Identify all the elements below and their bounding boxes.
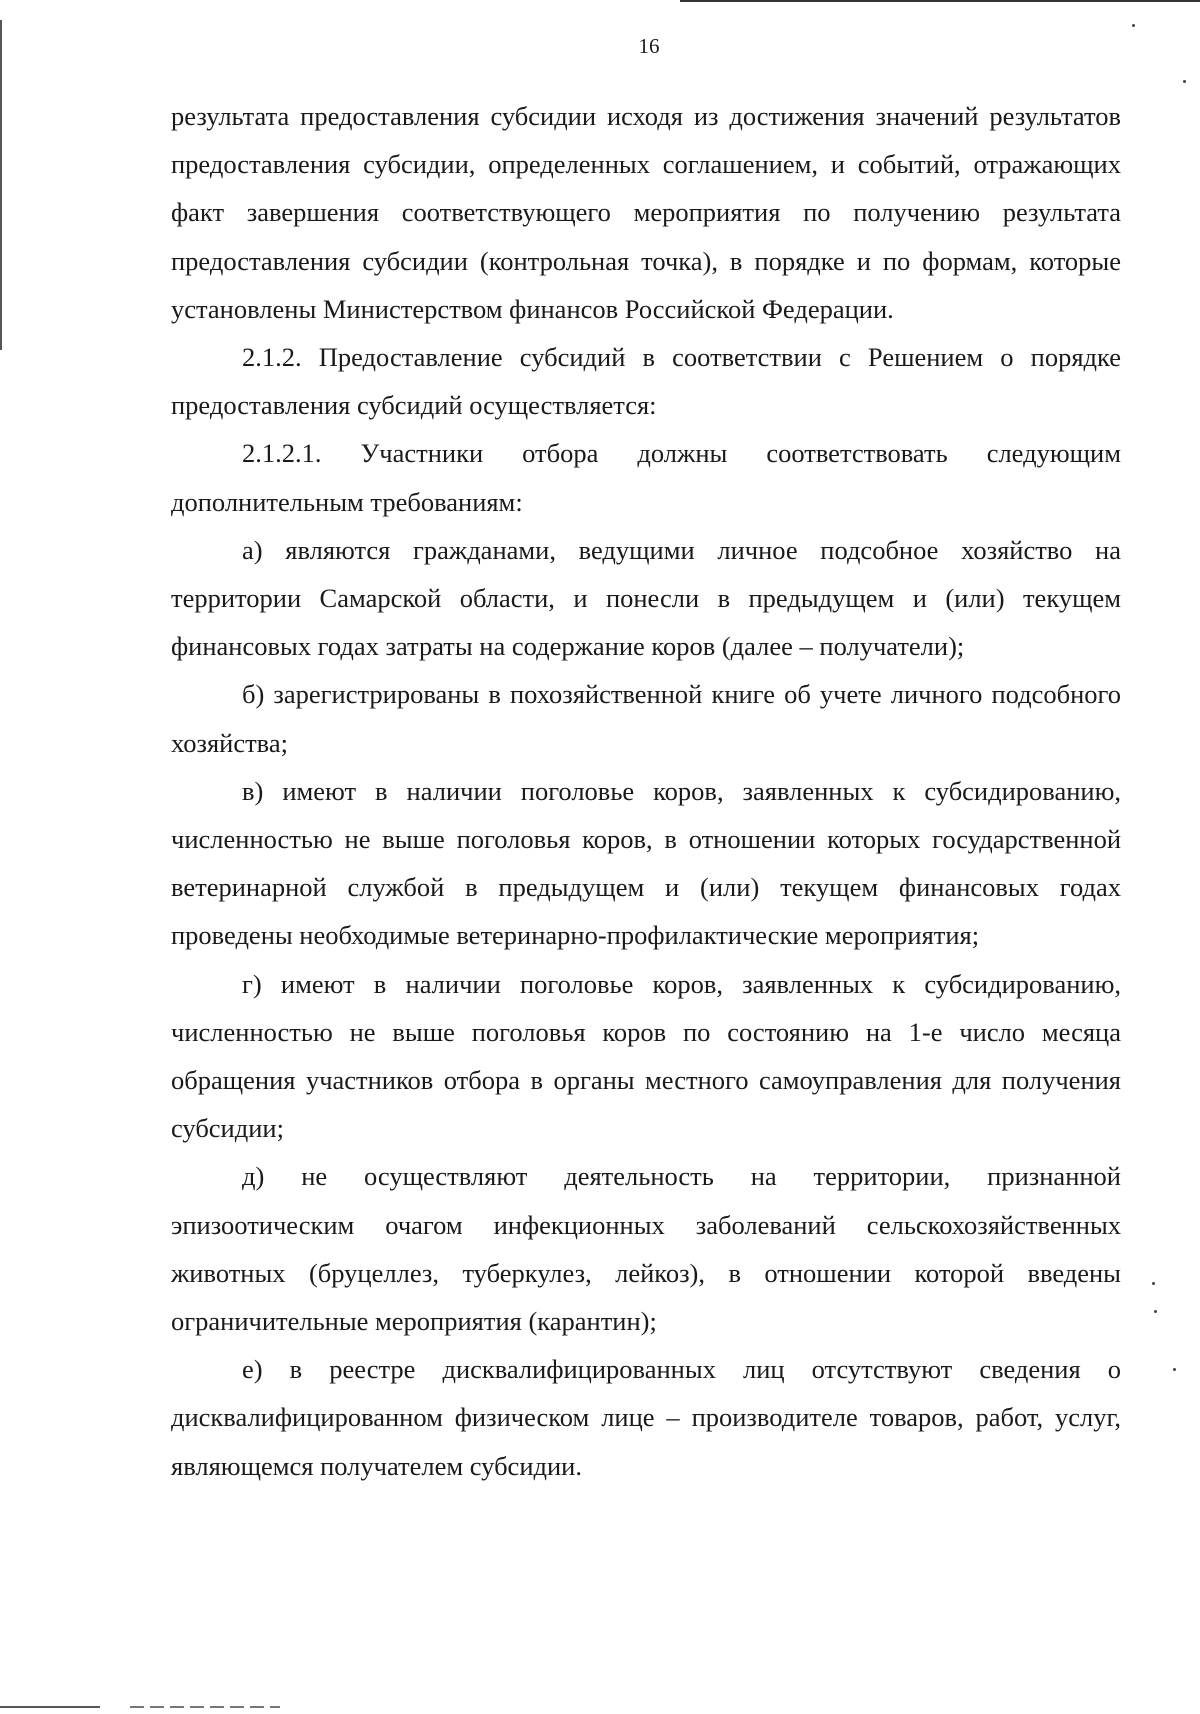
paragraph-2-1-2: 2.1.2. Предоставление субсидий в соответствии с Решением о порядке предоставления субсидий осуществляется: (171, 342, 1121, 421)
scan-speck (1154, 1310, 1157, 1313)
body-text (171, 92, 1121, 1490)
paragraph-2-1-2-1: 2.1.2.1. Участники отбора должны соответствовать следующим дополнительным требованиям: (171, 438, 1121, 517)
top-scan-rule (680, 0, 1200, 2)
requirement-a: а) являются гражданами, ведущими личное подсобное хозяйство на территории Самарской области, и понесли в предыдущем и (или) текущем финансовых годах затраты на содержание коров (далее – получатели); (171, 534, 1121, 662)
bottom-scan-rule (0, 1706, 100, 1708)
page-number: 16 (638, 34, 660, 58)
requirement-v: в) имеют в наличии поголовье коров, заявленных к субсидированию, численностью не выше поголовья коров, в отношении которых государственной ветеринарной службой в предыдущем и (или) текущем финансовых годах проведены необходимые ветеринарно-профилактические мероприятия; (171, 775, 1121, 951)
scan-speck (1173, 1368, 1176, 1371)
scan-speck (1152, 1282, 1155, 1285)
left-scan-edge (0, 20, 2, 350)
requirement-g: г) имеют в наличии поголовье коров, заявленных к субсидированию, численностью не выше поголовья коров по состоянию на 1-е число месяца обращения участников отбора в органы местного самоуправления для получения субсидии; (171, 968, 1121, 1144)
requirement-e: е) в реестре дисквалифицированных лиц отсутствуют сведения о дисквалифицированном физическом лице – производителе товаров, работ, услуг, являющемся получателем субсидии. (171, 1354, 1121, 1481)
scan-speck (1132, 24, 1135, 27)
scan-speck (1183, 80, 1186, 83)
requirement-d: д) не осуществляют деятельность на территории, признанной эпизоотическим очагом инфекционных заболеваний сельскохозяйственных животных (бруцеллез, туберкулез, лейкоз), в отношении которой введены ограничительные мероприятия (карантин); (171, 1161, 1121, 1337)
requirement-b: б) зарегистрированы в похозяйственной книге об учете личного подсобного хозяйства; (171, 679, 1121, 758)
paragraph-result-continuation: результата предоставления субсидии исходя из достижения значений результатов предоставления субсидии, определенных соглашением, и событий, отражающих факт завершения соответствующего мероприятия по получению результата предоставления субсидии (контрольная точка), в порядке и по формам, которые установлены Министерством финансов Российской Федерации. (171, 101, 1121, 324)
bottom-scan-dashes (130, 1706, 280, 1708)
